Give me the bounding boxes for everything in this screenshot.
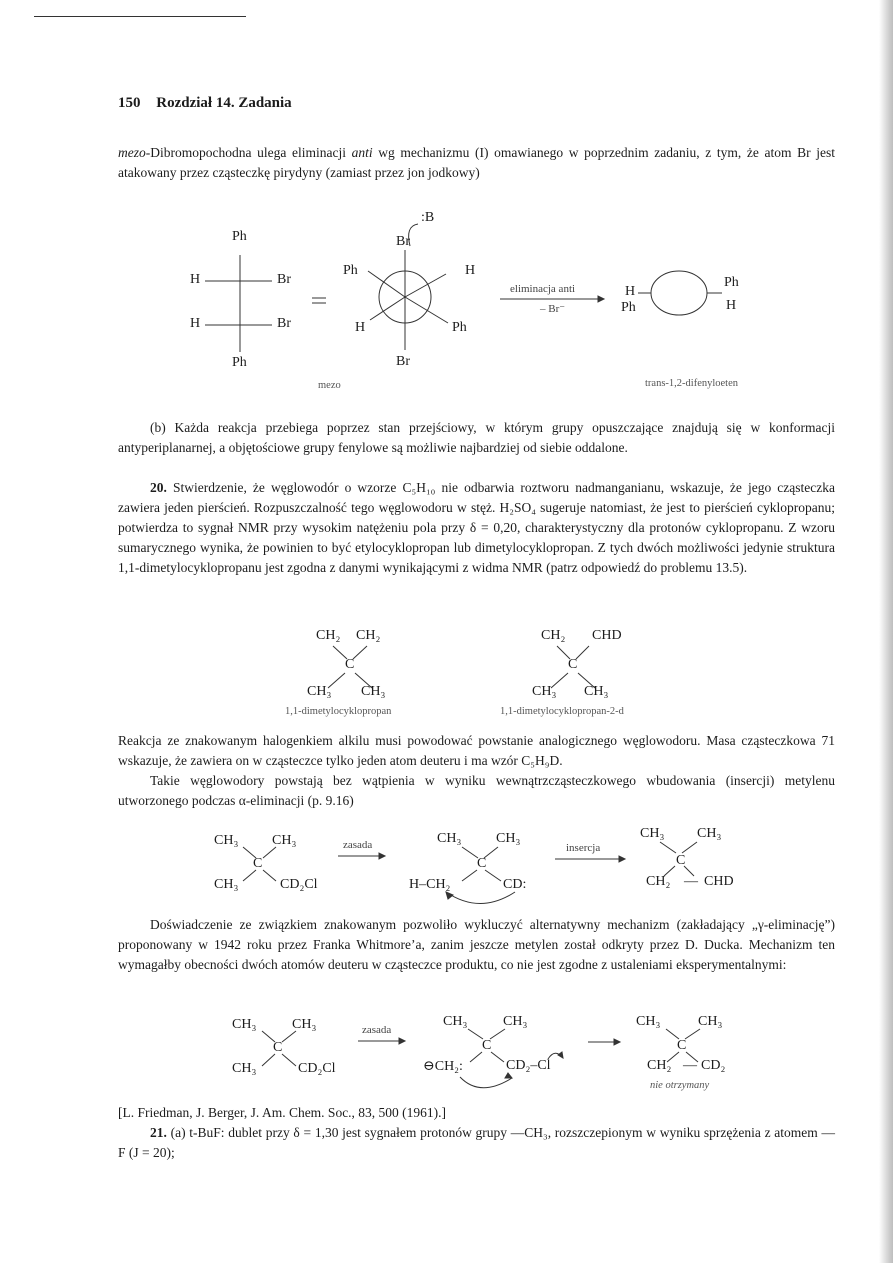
right-me1: CH₃ [532,684,557,699]
r2-tr: CH₃ [496,831,521,846]
s4-r1-c: C [273,1040,283,1055]
fischer-bottom: Ph [232,355,247,370]
r2-bl: H–CH₂ [409,877,451,892]
fischer-h1: H [190,272,201,287]
problem-20-text: Stwierdzenie, że węglowodór o wzorze C₅H₁₀ nie odbarwia roztworu nadmanganianu, wskazuje, że jego cząsteczka zawiera jeden pierścień. Rozpuszczalność tego węglowodoru w stęż. H₂SO₄ sugeruje natomiast, że jest to pierścień cyklopropanu; potwierdza to sygnał NMR przy wysokim natężeniu pola przy δ = 0,20, charakterystyczny dla protonów cyklopropanu. Z wzoru sumarycznego wynika, że powinien to być etylocyklopropan lub dimetylocyklopropan. Z tych dwóch możliwości jedynie struktura 1,1-dimetylocyklopropanu jest zgodna z danymi wynikającymi z widma NMR (patrz odpowiedź do problemu 13.5). [118,480,835,575]
s4-r3-tr: CH₃ [698,1014,723,1029]
left-ring-ch2-a: CH₂ [316,628,341,643]
intro-text-2: wg mechanizmu (I) omawianego w poprzednim zadaniu, z tym, że atom Br jest atakowany przez cząsteczkę pirydyny (zamiast przez jon jodkowy) [118,145,835,180]
r3-c: C [676,853,686,868]
intro-anti: anti [351,145,373,160]
r1-tr: CH₃ [272,833,297,848]
r1-bl: CH₃ [214,877,239,892]
product-ph-bl: Ph [621,300,636,315]
paragraph-doswiadczenie: Doświadczenie ze związkiem znakowanym pozwoliło wykluczyć alternatywny mechanizm (zakładający „γ-eliminację”) proponowany w 1942 roku przez Franka Whitmore’a, zanim jeszcze metylen został odkryty przez D. Ducka. Mechanizm ten wymagałby obecności dwóch atomów deuteru w cząsteczce produktu, co nie jest zgodne z ustaleniami eksperymentalnymi: [118,917,835,972]
right-ring-chd: CHD [592,628,622,643]
page-number: 150 [118,95,141,111]
problem-21-text: (a) t-BuF: dublet przy δ = 1,30 jest sygnałem protonów grupy —CH₃, rozszczepionym w wyniku sprzężenia z atomem —F (J = 20); [118,1125,835,1160]
s4-r2-br: CD₂–Cl [506,1058,551,1073]
s4-r2-bl: ⊖CH₂: [423,1059,463,1074]
problem-20-number: 20. [150,480,167,495]
right-c: C [568,657,578,672]
newman-ph-left: Ph [343,263,358,278]
r2-br: CD: [503,877,527,892]
newman-br-bottom: Br [396,354,410,369]
fischer-br2: Br [277,316,291,331]
s4-r3-bl: CH₂ [647,1058,672,1073]
s4-r3-tl: CH₃ [636,1014,661,1029]
chapter-title: Rozdział 14. Zadania [156,95,292,111]
s4-r3-c: C [677,1038,687,1053]
not-obtained-label: nie otrzymany [650,1080,710,1091]
s4-r1-tl: CH₃ [232,1017,257,1032]
paragraph-takie: Takie węglowodory powstają bez wątpienia w wyniku wewnątrzcząsteczkowego wbudowania (insercji) metylenu utworzonego podczas α-eliminacji (p. 9.16) [118,773,835,808]
s4-r2-c: C [482,1038,492,1053]
newman-br-top: Br [396,234,410,249]
s4-r3-br: CD₂ [701,1058,726,1073]
newman-base: :B [421,210,435,225]
fischer-br1: Br [277,272,291,287]
intro-text-1: -Dibromopochodna ulega eliminacji [145,145,352,160]
citation: [L. Friedman, J. Berger, J. Am. Chem. Soc., 83, 500 (1961).] [118,1105,447,1120]
r3-bl: CH₂ [646,874,671,889]
s4-r2-tl: CH₃ [443,1014,468,1029]
r1-c: C [253,856,263,871]
left-label: 1,1-dimetylocyklopropan [285,706,392,717]
arrow-zasada-1: zasada [343,839,373,851]
r1-tl: CH₃ [214,833,239,848]
s4-r3-dash: — [683,1058,697,1073]
elimination-arrow-top: eliminacja anti [510,283,576,295]
newman-ph-right: Ph [452,320,467,335]
problem-21-number: 21. [150,1125,167,1140]
arrow-insercja: insercja [566,842,601,854]
r2-tl: CH₃ [437,831,462,846]
product-ph-tr: Ph [724,275,739,290]
mezo-label: mezo [318,380,341,391]
elimination-arrow-bottom: – Br⁻ [540,303,566,315]
fischer-top: Ph [232,229,247,244]
intro-prefix: mezo [118,145,146,160]
r3-dash: — [684,874,698,889]
left-c: C [345,657,355,672]
product-label: trans-1,2-difenyloeten [645,378,739,389]
s4-r1-bl: CH₃ [232,1061,257,1076]
left-ring-ch2-b: CH₂ [356,628,381,643]
right-ring-ch2: CH₂ [541,628,566,643]
r3-tl: CH₃ [640,826,665,841]
left-me1: CH₃ [307,684,332,699]
s4-r1-tr: CH₃ [292,1017,317,1032]
s4-r2-tr: CH₃ [503,1014,528,1029]
fischer-h2: H [190,316,201,331]
left-me2: CH₃ [361,684,386,699]
r2-c: C [477,856,487,871]
newman-h-right: H [465,263,476,278]
right-me2: CH₃ [584,684,609,699]
newman-h-left: H [355,320,366,335]
paragraph-b: (b) Każda reakcja przebiega poprzez stan przejściowy, w którym grupy opuszczające znajdują się w konformacji antyperiplanarnej, a objętościowe grupy fenylowe są możliwie najbardziej od siebie oddalone. [118,420,835,455]
paragraph-reakcja: Reakcja ze znakowanym halogenkiem alkilu musi powodować powstanie analogicznego węglowodoru. Masa cząsteczkowa 71 wskazuje, że zawiera on w cząsteczce tylko jeden atom deuteru i ma wzór C₅H₉D. [118,733,835,768]
r1-br: CD₂Cl [280,877,318,892]
arrow-zasada-2: zasada [362,1024,392,1036]
r3-br: CHD [704,874,734,889]
right-label: 1,1-dimetylocyklopropan-2-d [500,706,624,717]
product-h-tl: H [625,284,636,299]
paragraph-21 [118,1123,835,1163]
product-h-br: H [726,298,737,313]
s4-r1-br: CD₂Cl [298,1061,336,1076]
r3-tr: CH₃ [697,826,722,841]
